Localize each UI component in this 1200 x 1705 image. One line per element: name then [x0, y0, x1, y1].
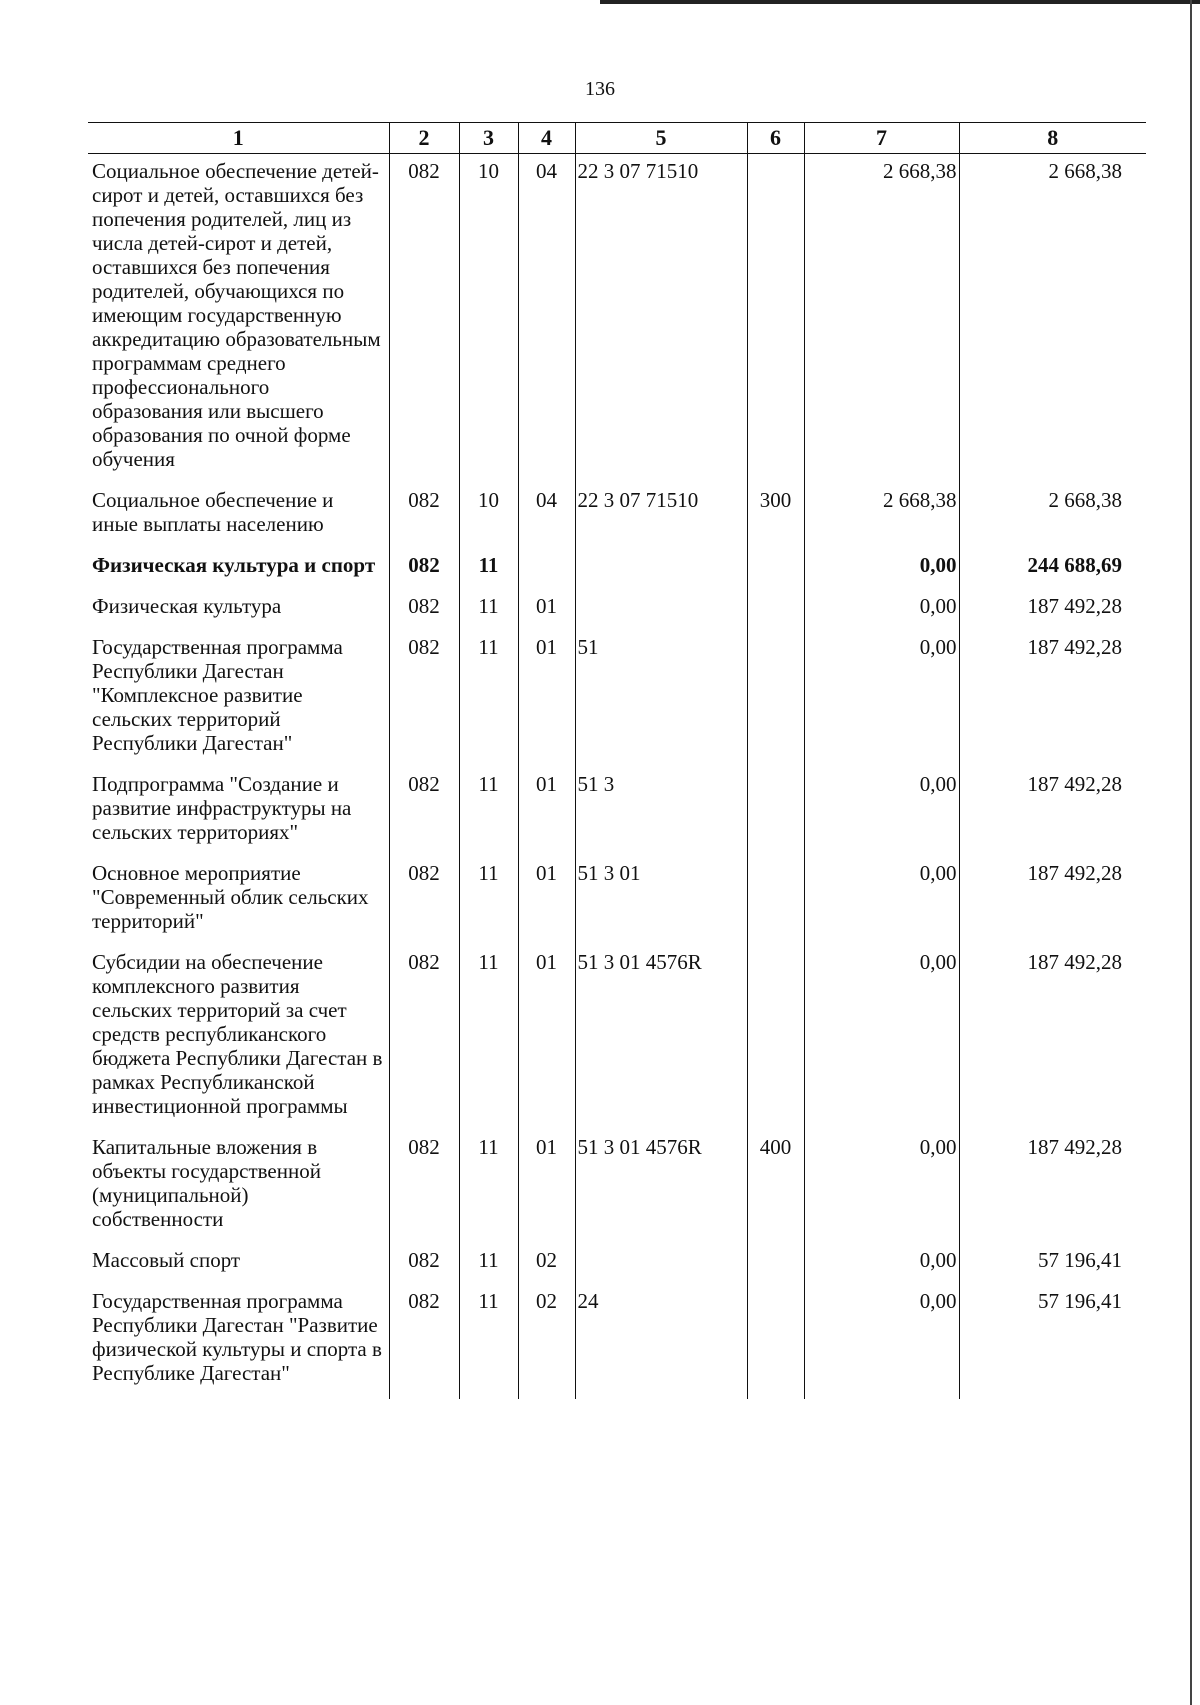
- row-rz-cell: 11: [459, 589, 518, 630]
- row-name-cell: Социальное обеспечение детей-сирот и детей, оставшихся без попечения родителей, лиц из числа детей-сирот и детей, оставшихся без попечения родителей, обучающихся по имеющим государственную аккредитацию образовательным программам среднего профессионального образования или высшего образования по очной форме обучения: [92, 159, 381, 471]
- row-amount7-cell: 0,00: [804, 1243, 959, 1284]
- col-header-5: 5: [575, 123, 747, 154]
- row-gr-cell: 082: [389, 856, 459, 945]
- table-header: [88, 123, 1146, 154]
- row-csr-cell: 24: [575, 1284, 747, 1399]
- row-gr-cell: 082: [389, 1243, 459, 1284]
- row-csr-cell: 51 3: [575, 767, 747, 856]
- row-amount7-cell: 0,00: [804, 856, 959, 945]
- row-amount7-cell: 0,00: [804, 1284, 959, 1399]
- row-gr-cell: 082: [389, 154, 459, 484]
- row-pr-cell: 04: [518, 154, 575, 484]
- row-amount8-cell: 187 492,28: [959, 856, 1146, 945]
- row-vr-cell: 400: [747, 1130, 804, 1243]
- row-rz-cell: 11: [459, 630, 518, 767]
- row-csr-cell: 51 3 01 4576R: [575, 945, 747, 1130]
- row-rz-cell: 11: [459, 1130, 518, 1243]
- row-amount7-cell: 0,00: [804, 630, 959, 767]
- row-vr-cell: 300: [747, 483, 804, 548]
- row-amount7-cell: 0,00: [804, 945, 959, 1130]
- table-row: [88, 767, 1146, 856]
- row-rz-cell: 11: [459, 945, 518, 1130]
- header-row: [88, 123, 1146, 154]
- row-amount7-cell: 0,00: [804, 767, 959, 856]
- row-gr-cell: 082: [389, 589, 459, 630]
- row-name-cell: Государственная программа Республики Дагестан "Развитие физической культуры и спорта в Республике Дагестан": [92, 1289, 382, 1385]
- row-amount7-cell: 2 668,38: [804, 154, 959, 484]
- row-csr-cell: [575, 548, 747, 589]
- row-amount7-cell: 0,00: [804, 548, 959, 589]
- row-csr-cell: 51: [575, 630, 747, 767]
- row-name-cell: Основное мероприятие "Современный облик сельских территорий": [92, 861, 369, 933]
- row-pr-cell: 01: [518, 767, 575, 856]
- table-row: [88, 630, 1146, 767]
- row-pr-cell: 02: [518, 1243, 575, 1284]
- row-rz-cell: 11: [459, 767, 518, 856]
- scan-edge-right: [1190, 0, 1192, 1705]
- row-vr-cell: [747, 630, 804, 767]
- row-csr-cell: 22 3 07 71510: [575, 483, 747, 548]
- row-name-cell: Субсидии на обеспечение комплексного развития сельских территорий за счет средств республиканского бюджета Республики Дагестан в рамках Республиканской инвестиционной программы: [92, 950, 383, 1118]
- row-gr-cell: 082: [389, 1130, 459, 1243]
- col-header-7: 7: [804, 123, 959, 154]
- row-gr-cell: 082: [389, 1284, 459, 1399]
- row-rz-cell: 11: [459, 856, 518, 945]
- row-amount7-cell: 2 668,38: [804, 483, 959, 548]
- row-csr-cell: [575, 589, 747, 630]
- row-vr-cell: [747, 767, 804, 856]
- row-vr-cell: [747, 1284, 804, 1399]
- row-vr-cell: [747, 1243, 804, 1284]
- row-name-cell: Социальное обеспечение и иные выплаты населению: [92, 488, 334, 536]
- row-amount8-cell: 2 668,38: [959, 154, 1146, 484]
- budget-table: [88, 122, 1146, 1399]
- row-name-cell: Массовый спорт: [92, 1248, 241, 1272]
- col-header-2: 2: [389, 123, 459, 154]
- row-pr-cell: 04: [518, 483, 575, 548]
- row-csr-cell: 51 3 01 4576R: [575, 1130, 747, 1243]
- row-name-cell: Подпрограмма "Создание и развитие инфраструктуры на сельских территориях": [92, 772, 352, 844]
- col-header-6: 6: [747, 123, 804, 154]
- row-vr-cell: [747, 154, 804, 484]
- row-name-cell: Физическая культура: [92, 594, 282, 618]
- col-header-8: 8: [959, 123, 1146, 154]
- col-header-3: 3: [459, 123, 518, 154]
- row-amount8-cell: 187 492,28: [959, 589, 1146, 630]
- row-amount8-cell: 187 492,28: [959, 767, 1146, 856]
- table-row: [88, 548, 1146, 589]
- row-name-cell: Государственная программа Республики Дагестан "Комплексное развитие сельских территорий Республики Дагестан": [92, 635, 343, 755]
- table-row: [88, 1243, 1146, 1284]
- row-name-cell: Физическая культура и спорт: [92, 553, 376, 577]
- row-vr-cell: [747, 945, 804, 1130]
- row-vr-cell: [747, 589, 804, 630]
- table-row: [88, 945, 1146, 1130]
- row-csr-cell: 22 3 07 71510: [575, 154, 747, 484]
- row-amount8-cell: 187 492,28: [959, 1130, 1146, 1243]
- row-pr-cell: 01: [518, 630, 575, 767]
- col-header-1: 1: [88, 123, 389, 154]
- row-vr-cell: [747, 856, 804, 945]
- row-amount8-cell: 57 196,41: [959, 1243, 1146, 1284]
- table-row: [88, 1130, 1146, 1243]
- row-amount8-cell: 187 492,28: [959, 945, 1146, 1130]
- row-gr-cell: 082: [389, 483, 459, 548]
- row-csr-cell: [575, 1243, 747, 1284]
- row-rz-cell: 10: [459, 483, 518, 548]
- table-row: [88, 1284, 1146, 1399]
- table-row: [88, 856, 1146, 945]
- row-rz-cell: 11: [459, 1243, 518, 1284]
- row-amount8-cell: 57 196,41: [959, 1284, 1146, 1399]
- table-row: [88, 483, 1146, 548]
- row-pr-cell: 01: [518, 589, 575, 630]
- row-amount7-cell: 0,00: [804, 1130, 959, 1243]
- row-rz-cell: 11: [459, 1284, 518, 1399]
- row-amount8-cell: 244 688,69: [959, 548, 1146, 589]
- page-number: 136: [585, 78, 615, 100]
- row-gr-cell: 082: [389, 945, 459, 1130]
- table-body: [88, 154, 1146, 1400]
- scan-edge-top: [600, 0, 1200, 4]
- row-name-cell: Капитальные вложения в объекты государственной (муниципальной) собственности: [92, 1135, 321, 1231]
- row-csr-cell: 51 3 01: [575, 856, 747, 945]
- row-gr-cell: 082: [389, 548, 459, 589]
- row-rz-cell: 11: [459, 548, 518, 589]
- row-pr-cell: [518, 548, 575, 589]
- row-pr-cell: 01: [518, 1130, 575, 1243]
- row-rz-cell: 10: [459, 154, 518, 484]
- row-pr-cell: 01: [518, 945, 575, 1130]
- table-row: [88, 589, 1146, 630]
- table-row: [88, 154, 1146, 484]
- row-gr-cell: 082: [389, 767, 459, 856]
- row-gr-cell: 082: [389, 630, 459, 767]
- col-header-4: 4: [518, 123, 575, 154]
- row-pr-cell: 01: [518, 856, 575, 945]
- row-vr-cell: [747, 548, 804, 589]
- row-amount7-cell: 0,00: [804, 589, 959, 630]
- row-amount8-cell: 187 492,28: [959, 630, 1146, 767]
- row-pr-cell: 02: [518, 1284, 575, 1399]
- row-amount8-cell: 2 668,38: [959, 483, 1146, 548]
